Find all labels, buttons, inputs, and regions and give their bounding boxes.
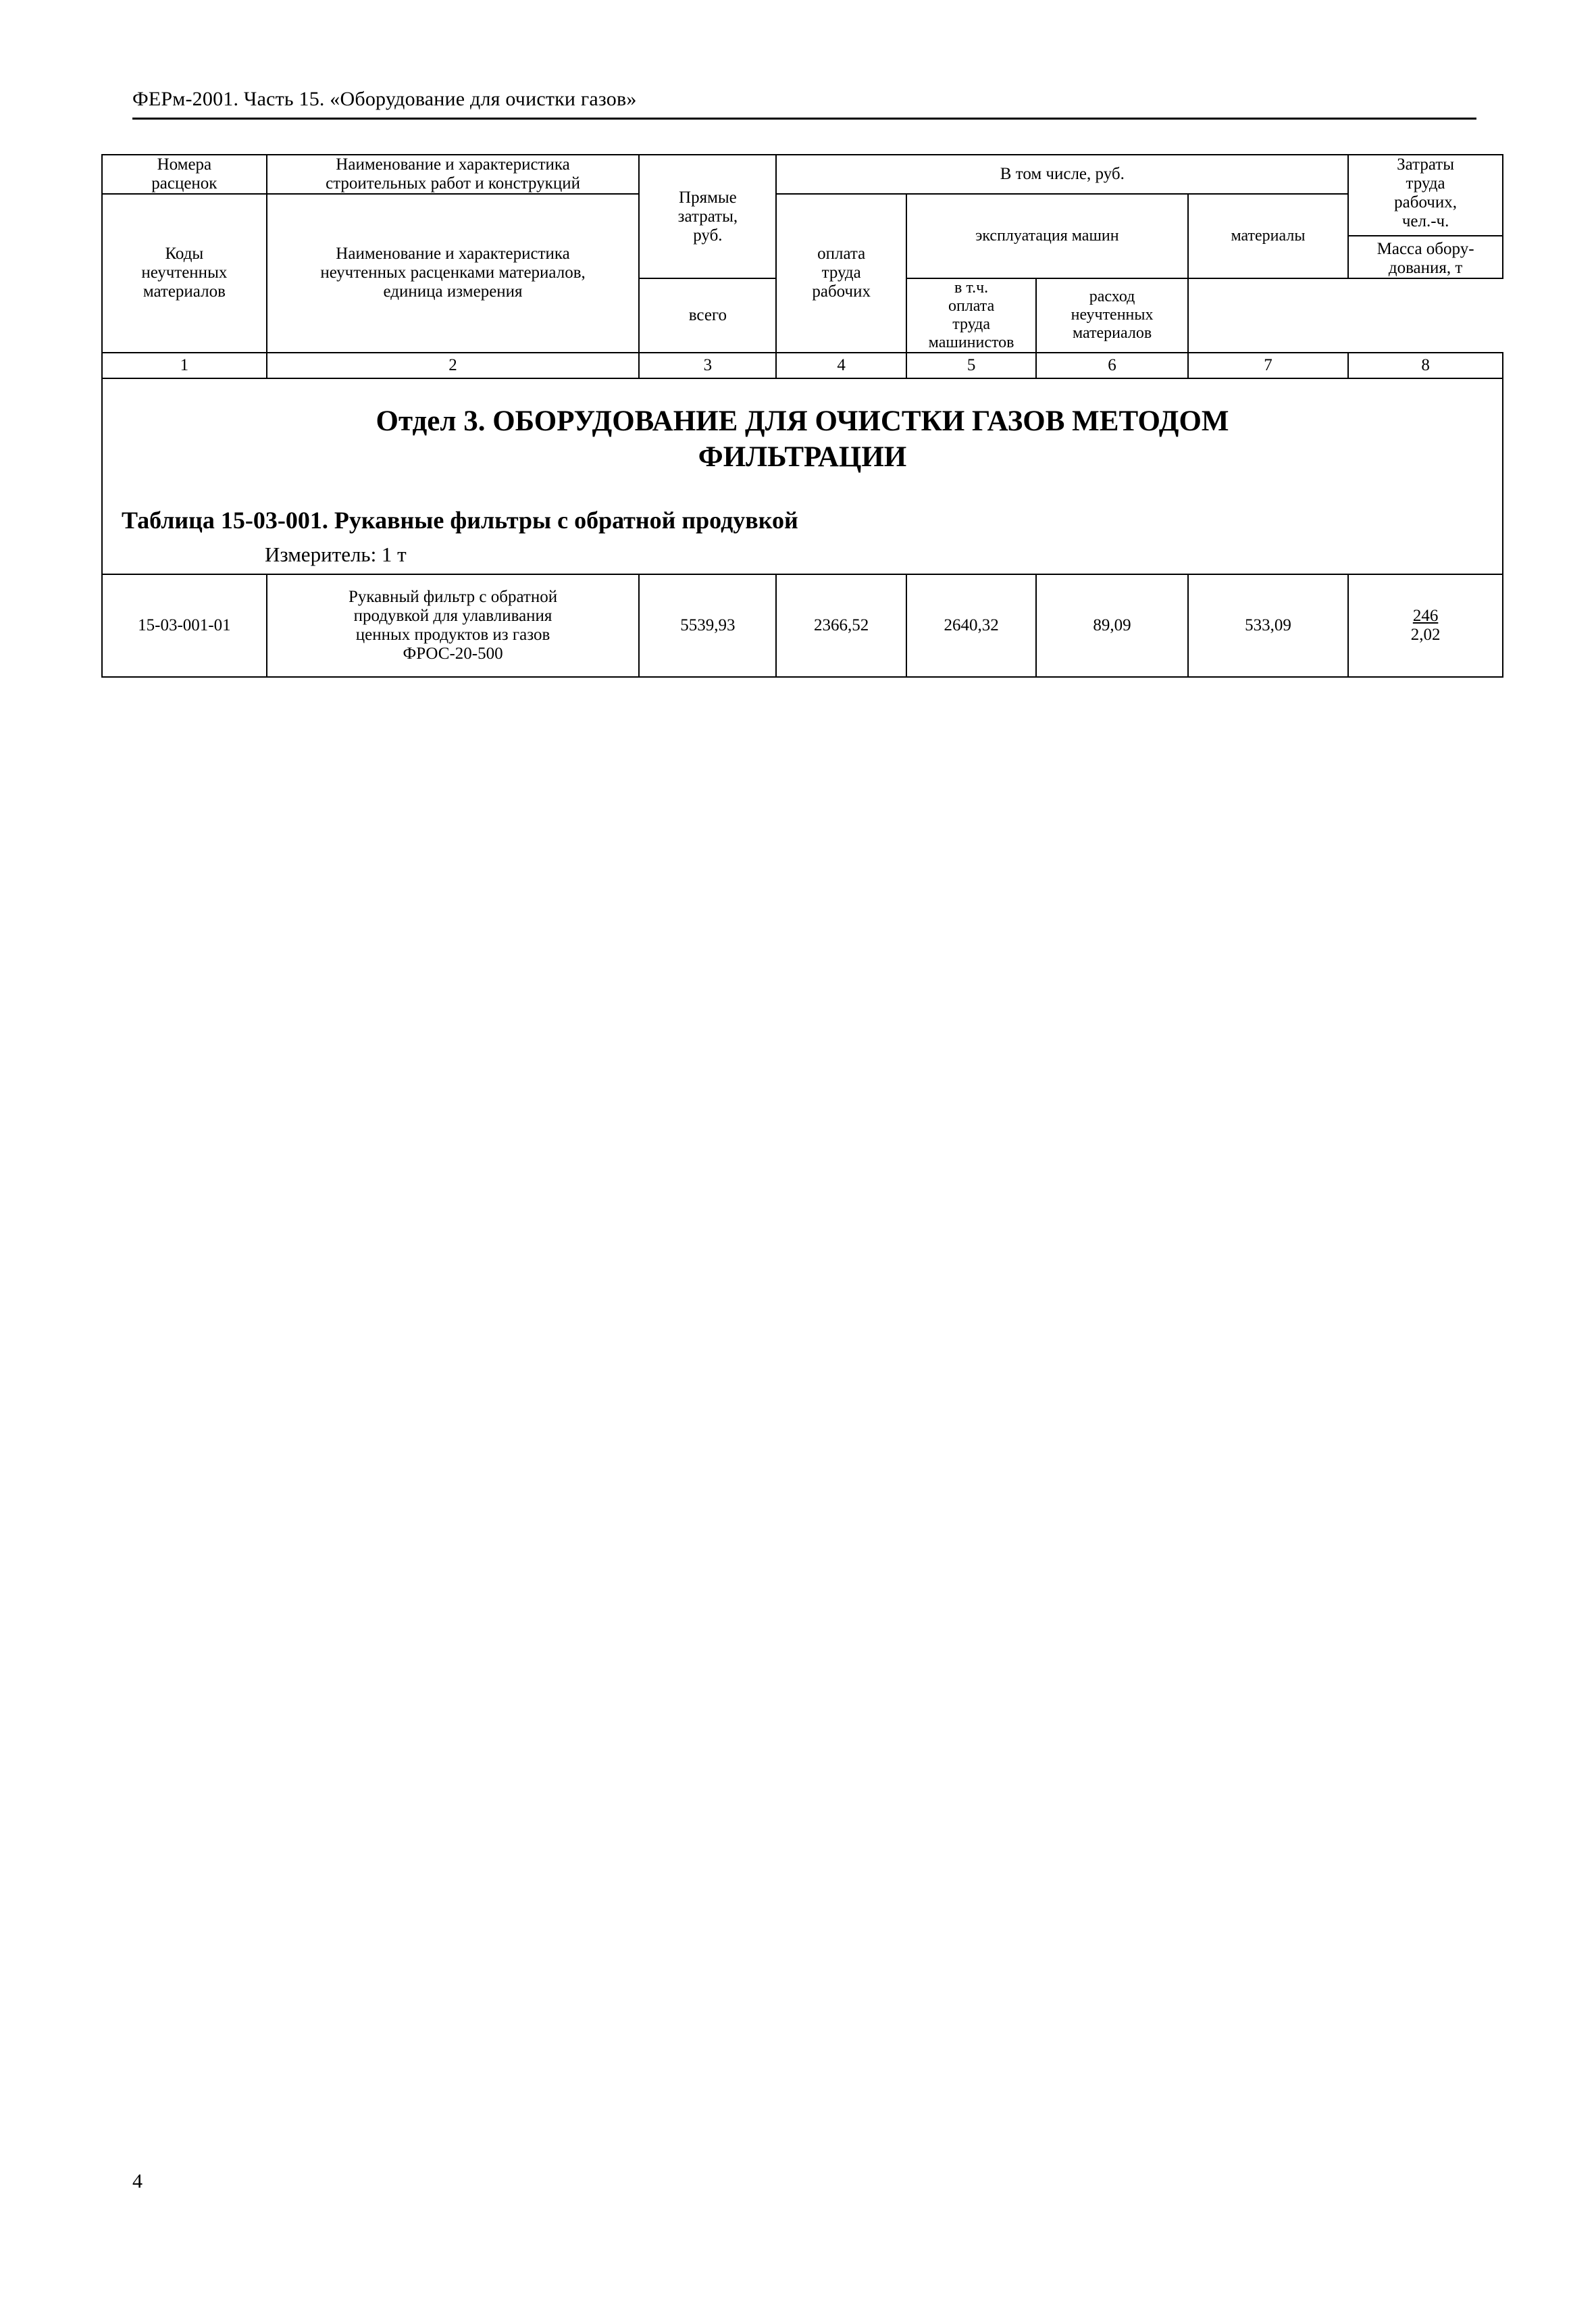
cell-materials: 533,09 — [1188, 574, 1348, 677]
table-column-numbers-row — [102, 353, 1503, 378]
cell-name-line-3: ценных продуктов из газов — [355, 626, 550, 645]
header-cell-labor-costs: Затраты труда рабочих, чел.-ч. Масса обору- дования, т — [1348, 155, 1503, 278]
section-heading-block — [103, 379, 1502, 482]
header-cell-name-top: Наименование и характеристика строительных работ и конструкций — [267, 155, 640, 194]
cell-worker-pay: 2366,52 — [776, 574, 906, 677]
header-cell-machinists-pay: в т.ч. оплата труда машинистов — [906, 278, 1036, 353]
table-row — [102, 574, 1503, 677]
header-cell-codes-bottom: Коды неучтенных материалов — [102, 194, 267, 353]
header-cell-name-bottom: Наименование и характеристика неучтенных расценками материалов, единица измерения — [267, 194, 640, 353]
header-cell-group-materials: материалы — [1188, 194, 1348, 278]
table-title-block — [103, 481, 1502, 534]
column-number-1: 1 — [102, 353, 267, 378]
section-heading-cell — [102, 378, 1503, 575]
cell-labor-hours: 246 — [1412, 607, 1439, 626]
table-header-row-2 — [102, 194, 1503, 278]
cell-machinists-pay: 89,09 — [1036, 574, 1187, 677]
page-header — [132, 88, 1476, 120]
running-title: ФЕРм-2001. Часть 15. «Оборудование для очистки газов» — [132, 88, 637, 110]
header-cell-worker-pay: оплата труда рабочих — [776, 194, 906, 353]
measure-label: Измеритель: 1 т — [265, 543, 407, 567]
column-number-2: 2 — [267, 353, 640, 378]
column-number-6: 6 — [1036, 353, 1187, 378]
cell-name-line-1: Рукавный фильтр с обратной — [349, 588, 558, 607]
column-number-7: 7 — [1188, 353, 1348, 378]
cell-name-line-4: ФРОС-20-500 — [403, 645, 503, 663]
estimate-table — [101, 154, 1503, 678]
cell-name — [267, 574, 640, 677]
section-title-line-2: ФИЛЬТРАЦИИ — [698, 441, 907, 474]
header-cell-group-machines: эксплуатация машин — [906, 194, 1188, 278]
table-title: Таблица 15-03-001. Рукавные фильтры с обратной продувкой — [122, 507, 798, 534]
section-title-line-1: Отдел 3. ОБОРУДОВАНИЕ ДЛЯ ОЧИСТКИ ГАЗОВ МЕТОДОМ — [376, 405, 1229, 437]
header-cell-codes-top: Номера расценок — [102, 155, 267, 194]
column-number-3: 3 — [639, 353, 776, 378]
column-number-4: 4 — [776, 353, 906, 378]
header-cell-machines-total: всего — [639, 278, 776, 353]
header-cell-materials-consumption: расход неучтенных материалов — [1036, 278, 1187, 353]
page-number: 4 — [132, 2170, 143, 2192]
section-heading-row — [102, 378, 1503, 575]
cell-name-line-2: продувкой для улавливания — [353, 607, 552, 626]
header-divider — [132, 118, 1476, 120]
cell-code: 15-03-001-01 — [102, 574, 267, 677]
cell-labor-and-mass — [1348, 574, 1503, 677]
cell-mass: 2,02 — [1410, 626, 1441, 645]
column-number-5: 5 — [906, 353, 1036, 378]
table-header-row-1 — [102, 155, 1503, 194]
measure-block — [103, 534, 1502, 574]
cell-machines-total: 2640,32 — [906, 574, 1036, 677]
header-cell-direct-costs: Прямые затраты, руб. — [639, 155, 776, 278]
header-cell-group-including: В том числе, руб. — [776, 155, 1348, 194]
cell-direct-costs: 5539,93 — [639, 574, 776, 677]
column-number-8: 8 — [1348, 353, 1503, 378]
